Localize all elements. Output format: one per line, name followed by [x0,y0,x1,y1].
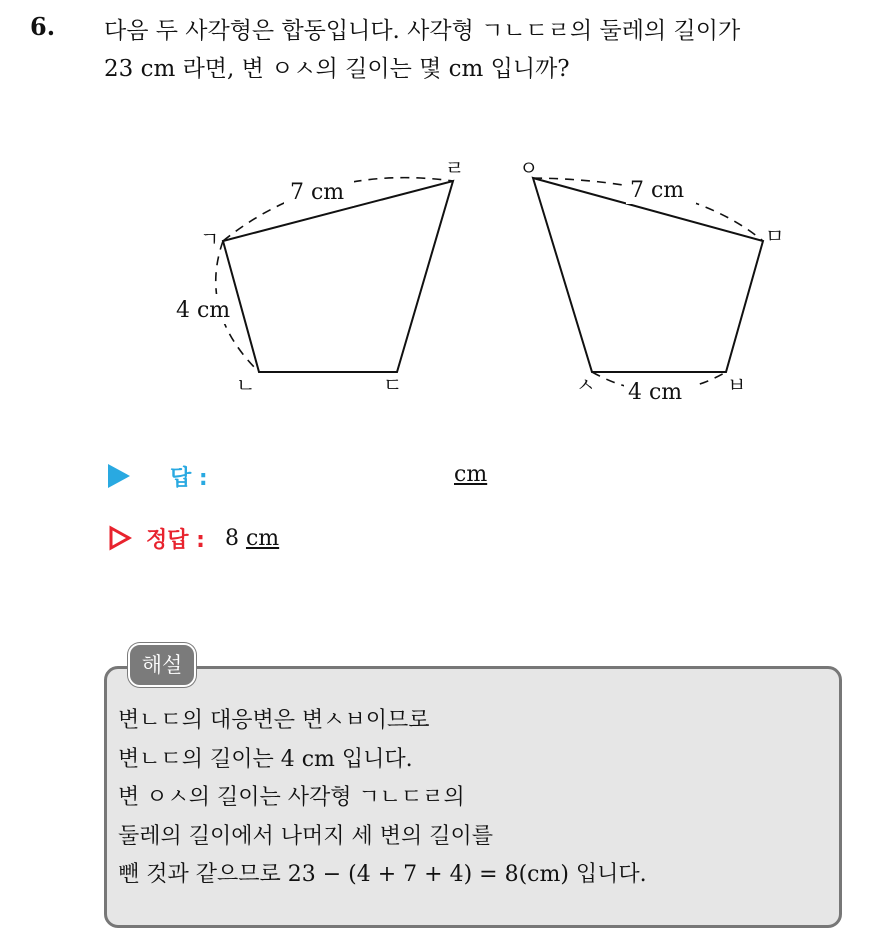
right-bottom-length-label: 4 cm [628,380,683,405]
vertex-label-mieum: ㅁ [765,224,785,248]
vertex-label-giyeok: ㄱ [200,227,220,251]
right-quadrilateral [519,156,784,406]
explanation-line-5: 뺀 것과 같으므로 23 − (4 + 7 + 4) = 8(cm) 입니다. [118,862,647,887]
vertex-label-digeut: ㄷ [383,373,403,397]
explanation-line-4: 둘레의 길이에서 나머지 세 변의 길이를 [118,823,493,849]
left-quad-shape [223,181,453,372]
explanation-title-tab: 해설 [128,643,196,687]
question-line-1: 다음 두 사각형은 합동입니다. 사각형 ㄱㄴㄷㄹ의 둘레의 길이가 [104,18,741,44]
question-line-2: 23 cm 라면, 변 ㅇㅅ의 길이는 몇 cm 입니까? [104,56,570,82]
vertex-label-rieul: ㄹ [445,156,465,180]
outline-arrow-icon [108,525,132,551]
correct-answer-label: 정답 : [146,527,205,553]
play-arrow-icon [108,464,130,488]
right-quad-shape [533,178,763,372]
vertex-label-ieung: ㅇ [519,156,539,180]
correct-answer-unit: cm [245,525,280,551]
answer-row [108,458,208,494]
right-top-length-label: 7 cm [630,178,685,203]
vertex-label-siot: ㅅ [576,373,596,397]
left-side-length-label: 4 cm [176,298,231,323]
left-quadrilateral [172,156,464,397]
question-number: 6. [30,12,56,41]
explanation-line-2: 변ㄴㄷ의 길이는 4 cm 입니다. [118,746,413,772]
quadrilateral-figure [0,140,884,410]
explanation-line-1: 변ㄴㄷ의 대응변은 변ㅅㅂ이므로 [118,708,430,733]
question-text [104,12,874,88]
correct-answer-number: 8 [224,525,239,551]
correct-answer-value [225,526,279,551]
answer-label: 답 : [170,465,208,491]
explanation-text [118,702,647,895]
correct-answer-row [108,520,279,556]
answer-unit: cm [454,462,488,487]
left-top-length-label: 7 cm [290,180,345,205]
vertex-label-bieup: ㅂ [727,373,747,397]
explanation-line-3: 변 ㅇㅅ의 길이는 사각형 ㄱㄴㄷㄹ의 [118,785,465,810]
vertex-label-nieun: ㄴ [236,373,256,397]
